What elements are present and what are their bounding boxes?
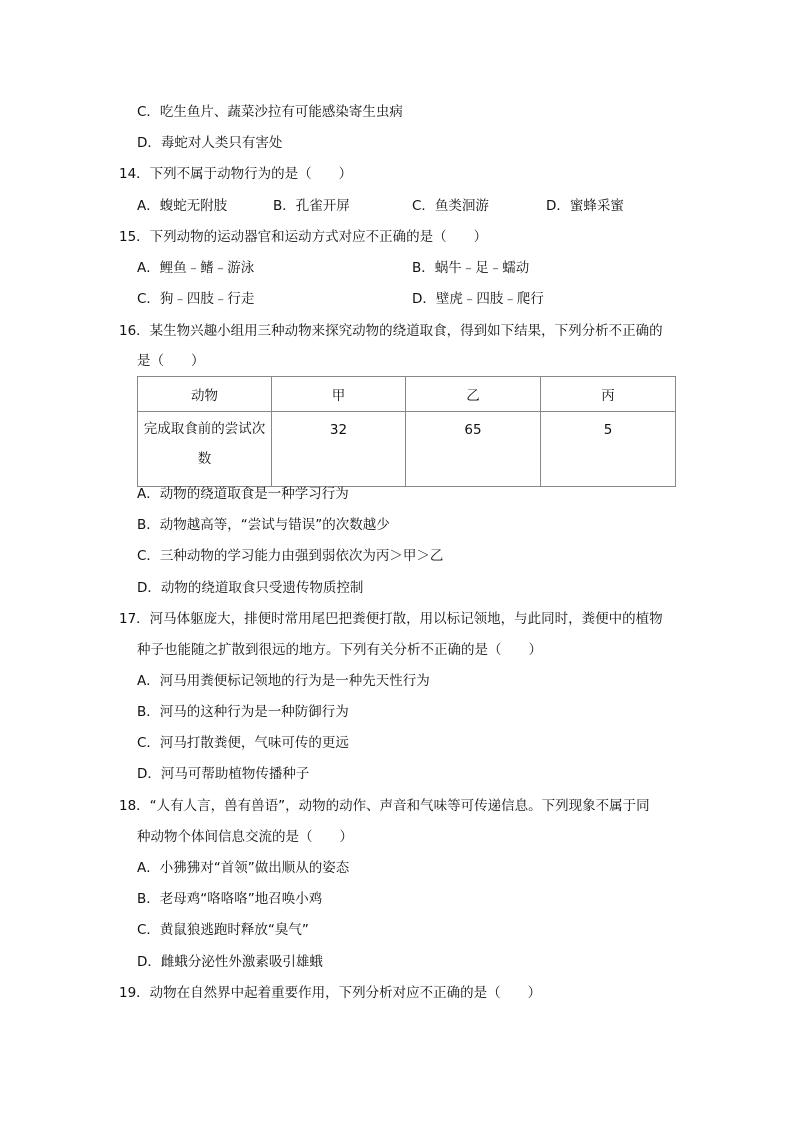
- q15-option-c: C．狗﹣四肢﹣行走: [137, 291, 255, 307]
- q18-option-c: C．黄鼠狼逃跑时释放“臭气”: [137, 922, 309, 938]
- table-cell: 65: [406, 412, 541, 487]
- q16-option-b: B．动物越高等，“尝试与错误”的次数越少: [137, 517, 390, 533]
- q17-stem-line1: 17．河马体躯庞大，排便时常用尾巴把粪便打散，用以标记领地，与此同时，粪便中的植物: [119, 611, 663, 627]
- q13-option-d: D．毒蛇对人类只有害处: [137, 135, 283, 151]
- q15-stem: 15．下列动物的运动器官和运动方式对应不正确的是（ ）: [119, 229, 488, 245]
- q18-option-d: D．雌蛾分泌性外激素吸引雄蛾: [137, 954, 323, 970]
- q17-option-a: A．河马用粪便标记领地的行为是一种先天性行为: [137, 673, 430, 689]
- q16-data-table: [137, 376, 676, 487]
- q16-stem-line1: 16．某生物兴趣小组用三种动物来探究动物的绕道取食，得到如下结果，下列分析不正确的: [119, 323, 663, 339]
- q17-stem-line2: 种子也能随之扩散到很远的地方。下列有关分析不正确的是（ ）: [137, 642, 542, 658]
- q16-option-a: A．动物的绕道取食是一种学习行为: [137, 486, 349, 502]
- q19-stem: 19．动物在自然界中起着重要作用，下列分析对应不正确的是（ ）: [119, 985, 542, 1001]
- q14-option-a: A．蝮蛇无附肢: [137, 198, 228, 214]
- table-header-cell: 甲: [272, 377, 406, 412]
- q15-option-d: D．壁虎﹣四肢﹣爬行: [412, 291, 544, 307]
- q14-option-d: D．蜜蜂采蜜: [546, 198, 624, 214]
- q15-option-b: B．蜗牛﹣足﹣蠕动: [412, 260, 530, 276]
- table-header-cell: 动物: [138, 377, 272, 412]
- q18-option-b: B．老母鸡“咯咯咯”地召唤小鸡: [137, 891, 323, 907]
- q16-option-d: D．动物的绕道取食只受遗传物质控制: [137, 580, 364, 596]
- q13-option-c: C．吃生鱼片、蔬菜沙拉有可能感染寄生虫病: [137, 104, 403, 120]
- q18-option-a: A．小狒狒对“首领”做出顺从的姿态: [137, 860, 350, 876]
- table-header-row: [138, 377, 676, 412]
- q17-option-b: B．河马的这种行为是一种防御行为: [137, 704, 349, 720]
- q16-option-c: C．三种动物的学习能力由强到弱依次为丙＞甲＞乙: [137, 548, 444, 564]
- q18-stem-line2: 种动物个体间信息交流的是（ ）: [137, 829, 353, 845]
- q14-stem: 14．下列不属于动物行为的是（ ）: [119, 166, 353, 182]
- q14-option-b: B．孔雀开屏: [273, 198, 350, 214]
- q15-option-a: A．鲤鱼﹣鳍﹣游泳: [137, 260, 255, 276]
- row-label-line1: 完成取食前的尝试次: [143, 421, 266, 437]
- q16-stem-line2: 是（ ）: [137, 353, 205, 369]
- q17-option-c: C．河马打散粪便，气味可传的更远: [137, 735, 349, 751]
- table-cell: 32: [272, 412, 406, 487]
- table-row-label: [138, 412, 272, 487]
- table-row: [138, 412, 676, 487]
- table-cell: 5: [541, 412, 676, 487]
- table-header-cell: 丙: [541, 377, 676, 412]
- q18-stem-line1: 18．“人有人言，兽有兽语”，动物的动作、声音和气味等可传递信息。下列现象不属于同: [119, 798, 650, 814]
- q17-option-d: D．河马可帮助植物传播种子: [137, 766, 310, 782]
- row-label-line2: 数: [197, 451, 212, 467]
- q14-option-c: C．鱼类洄游: [412, 198, 489, 214]
- table-header-cell: 乙: [406, 377, 541, 412]
